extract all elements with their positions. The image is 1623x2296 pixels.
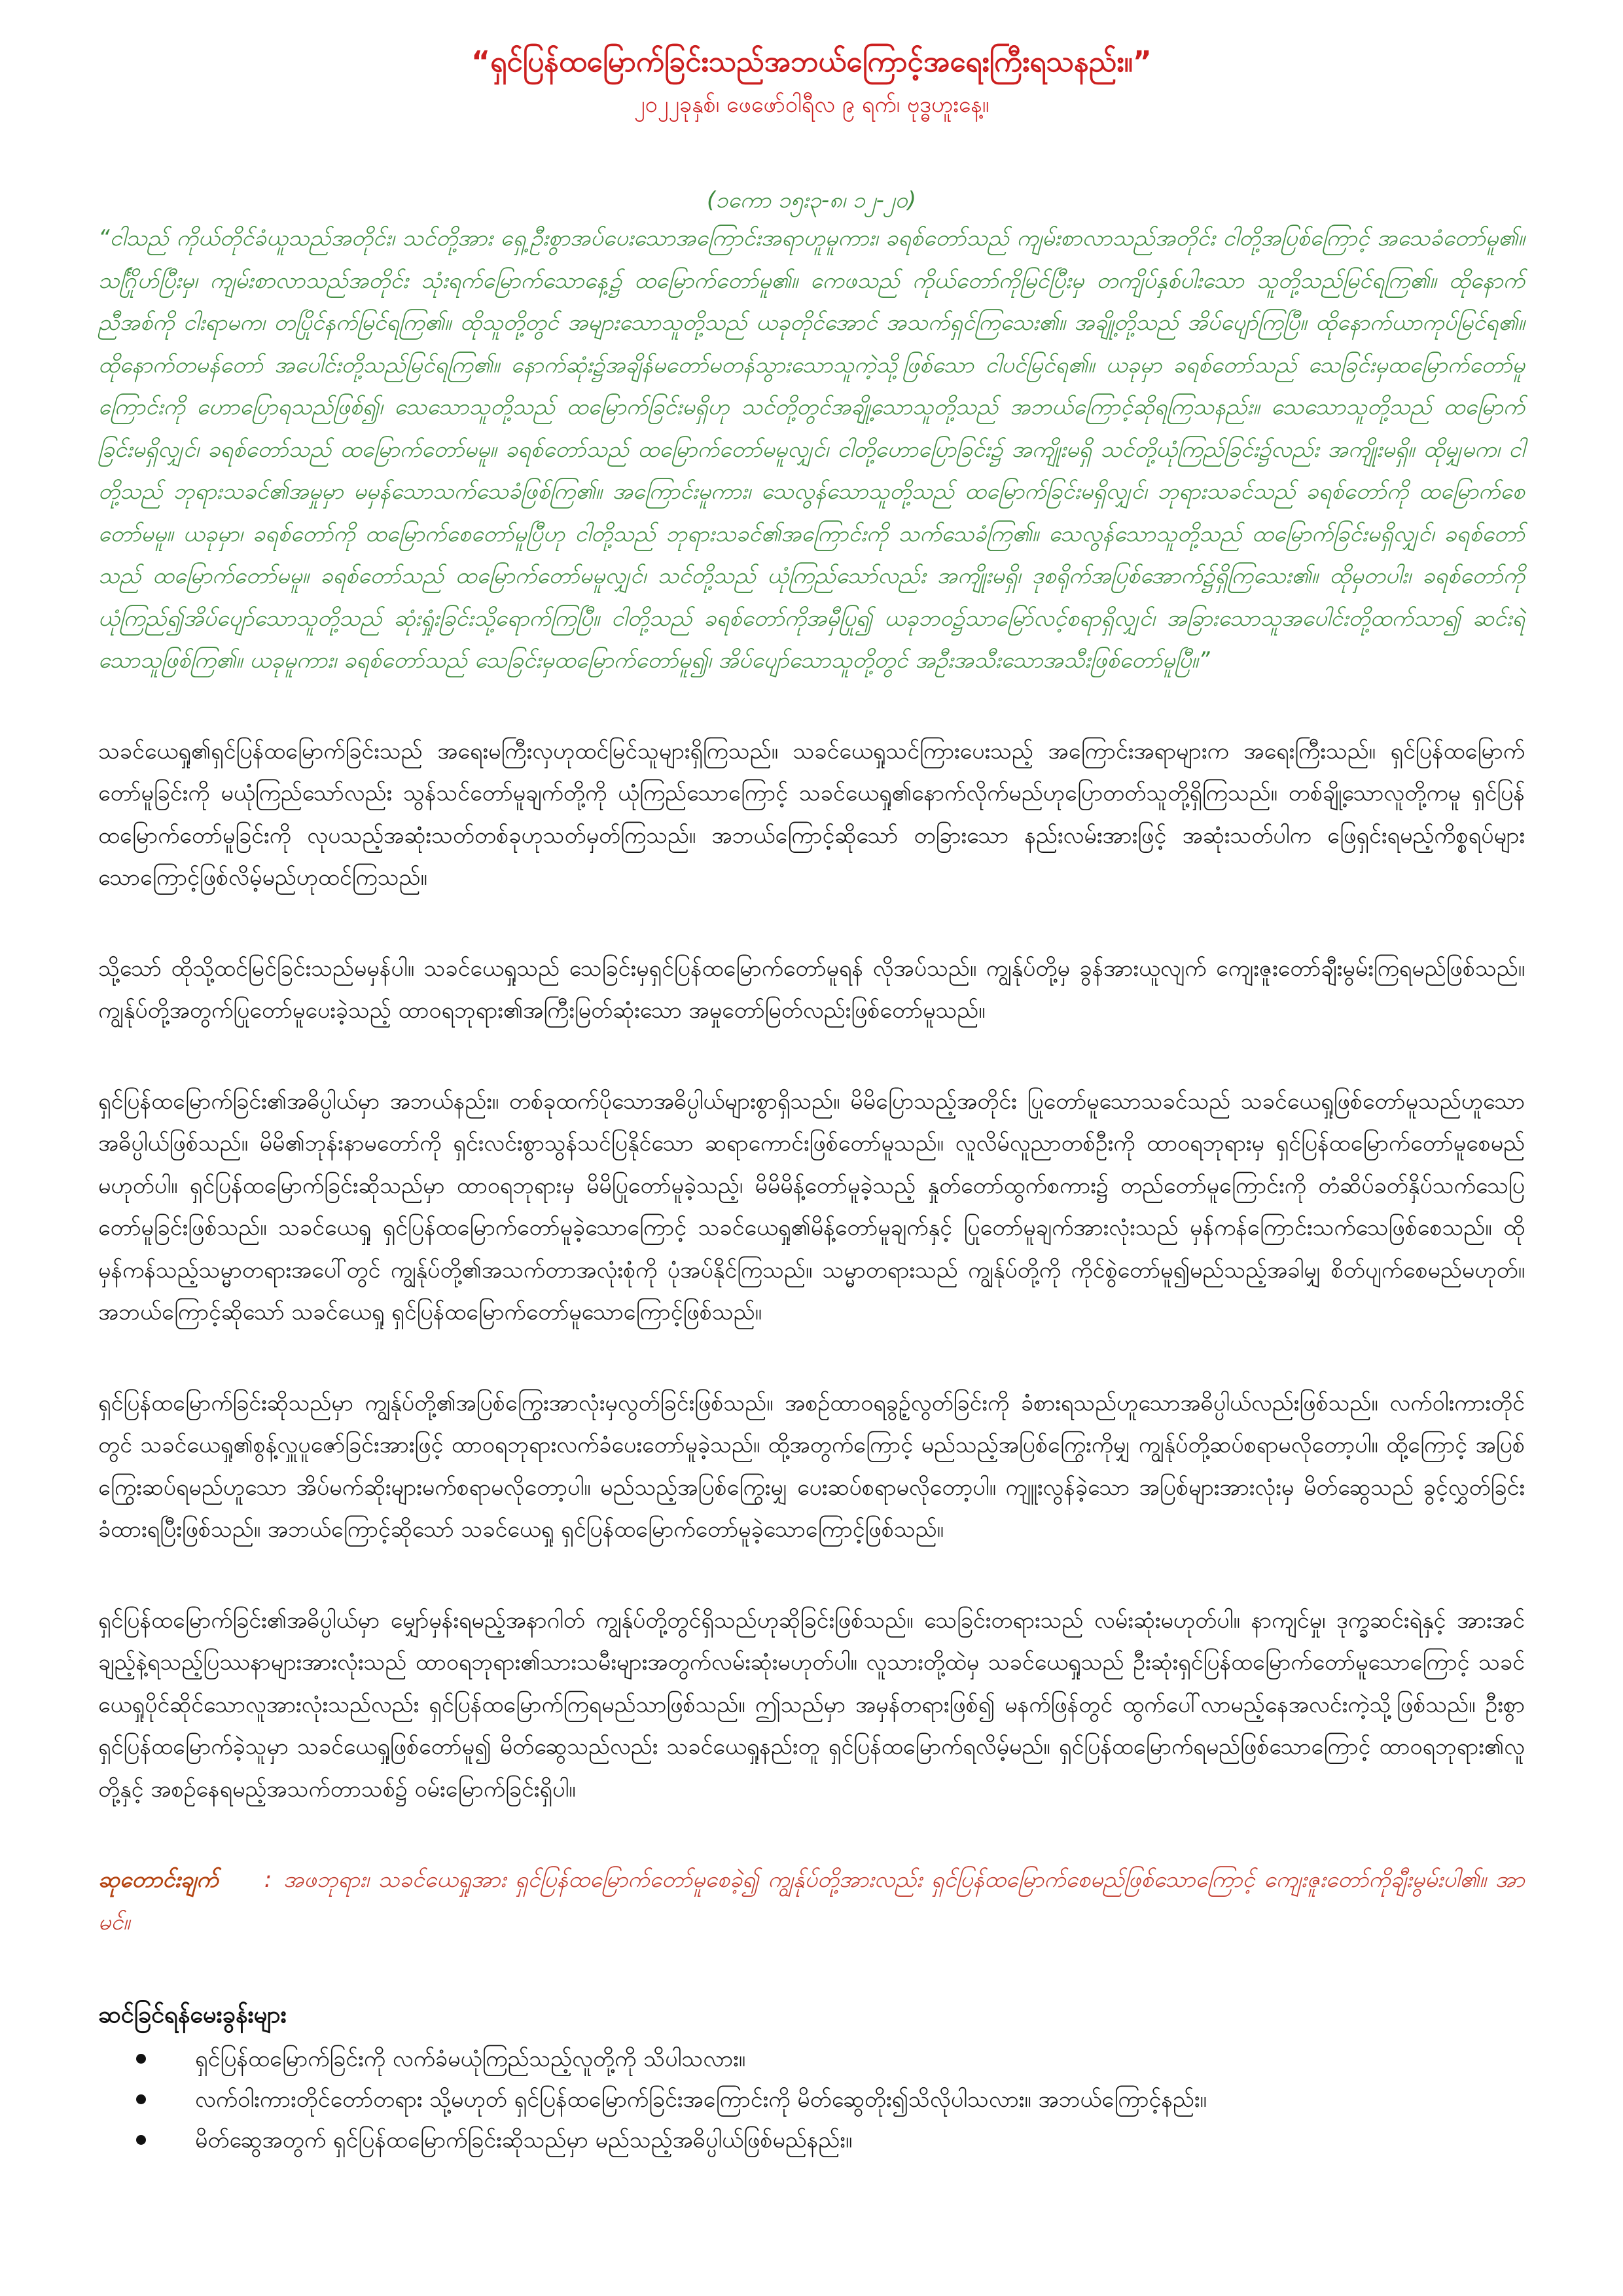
page-title: “ရှင်ပြန်ထမြောက်ခြင်းသည်အဘယ်ကြောင့်အရေးကြီးရသနည်း။” xyxy=(471,45,1152,79)
body-paragraph-4: ရှင်ပြန်ထမြောက်ခြင်းဆိုသည်မှာ ကျွန်ုပ်တို့၏အပြစ်ကြွေးအာလုံးမှလွတ်ခြင်းဖြစ်သည်။ အစဉ်ထာဝရခွဉ့်လွတ်ခြင်းကို ခံစားရသည်ဟူသောအဓိပ္ပါယ်လည်းဖြစ်သည်။ လက်ဝါးကားတိုင်တွင် သခင်ယေရှု၏စွန့်လှူပူဇော်ခြင်းအားဖြင့် ထာဝရဘုရားလက်ခံပေးတော်မူခဲ့သည်။ ထို့အတွက်ကြောင့် မည်သည့်အပြစ်ကြွေးကိုမျှ ကျွန်ုပ်တို့ဆပ်စရာမလိုတော့ပါ။ ထို့ကြောင့် အပြစ်ကြွေးဆပ်ရမည်ဟူသော အိပ်မက်ဆိုးများမက်စရာမလိုတော့ပါ။ မည်သည့်အပြစ်ကြွေးမျှ ပေးဆပ်စရာမလိုတော့ပါ။ ကျူးလွန်ခဲ့သော အပြစ်များအားလုံးမှ မိတ်ဆွေသည် ခွင့်လွှတ်ခြင်းခံထားရပြီးဖြစ်သည်။ အဘယ်ကြောင့်ဆိုသော် သခင်ယေရှု ရှင်ပြန်ထမြောက်တော်မူခဲ့သောကြောင့်ဖြစ်သည်။ xyxy=(98,1390,1525,1543)
question-item: မိတ်ဆွေအတွက် ရှင်ပြန်ထမြောက်ခြင်းဆိုသည်မှာ မည်သည့်အဓိပ္ပါယ်ဖြစ်မည်နည်း။ xyxy=(130,2120,1525,2161)
scripture-passage: “ငါသည် ကိုယ်တိုင်ခံယူသည်အတိုင်း၊ သင်တို့အား ရှေ့ဦးစွာအပ်ပေးသောအကြောင်းအရာဟူမူကား၊ ခရစ်တော်သည် ကျမ်းစာလာသည်အတိုင်း ငါတို့အပြစ်ကြောင့် အသေခံတော်မူ၏။ သင်္ဂြိုဟ်ပြီးမှ၊ ကျမ်းစာလာသည်အတိုင်း သုံးရက်မြောက်သောနေ့၌ ထမြောက်တော်မူ၏။ ကေဖသည် ကိုယ်တော်ကိုမြင်ပြီးမှ တကျိပ်နှစ်ပါးသော သူတို့သည်မြင်ရကြ၏။ ထိုနောက်ညီအစ်ကို ငါးရာမက၊ တပြိုင်နက်မြင်ရကြ၏။ ထိုသူတို့တွင် အများသောသူတို့သည် ယခုတိုင်အောင် အသက်ရှင်ကြသေး၏။ အချို့တို့သည် အိပ်ပျော်ကြပြီ။ ထိုနောက်ယာကုပ်မြင်ရ၏။ ထိုနောက်တမန်တော် အပေါင်းတို့သည်မြင်ရကြ၏။ နောက်ဆုံး၌အချိန်မတော်မတန်သွားသောသူကဲ့သို့ဖြစ်သော ငါပင်မြင်ရ၏။ ယခုမှာ ခရစ်တော်သည် သေခြင်းမှထမြောက်တော်မူကြောင်းကို ဟောပြောရသည်ဖြစ်၍၊ သေသောသူတို့သည် ထမြောက်ခြင်းမရှိဟု သင်တို့တွင်အချို့သောသူတို့သည် အဘယ်ကြောင့်ဆိုရကြသနည်း။ သေသောသူတို့သည် ထမြောက်ခြင်းမရှိလျှင်၊ ခရစ်တော်သည် ထမြောက်တော်မမူ။ ခရစ်တော်သည် ထမြောက်တော်မမူလျှင်၊ ငါတို့ဟောပြောခြင်း၌ အကျိုးမရှိ သင်တို့ယုံကြည်ခြင်း၌လည်း အကျိုးမရှိ။ ထိုမျှမက၊ ငါတို့သည် ဘုရားသခင်၏အမှုမှာ မမှန်သောသက်သေခံဖြစ်ကြ၏။ အကြောင်းမူကား၊ သေလွန်သောသူတို့သည် ထမြောက်ခြင်းမရှိလျှင်၊ ဘုရားသခင်သည် ခရစ်တော်ကို ထမြောက်စေတော်မမူ။ ယခုမှာ၊ ခရစ်တော်ကို ထမြောက်စေတော်မူပြီဟု ငါတို့သည် ဘုရားသခင်၏အကြောင်းကို သက်သေခံကြ၏။ သေလွန်သောသူတို့သည် ထမြောက်ခြင်းမရှိလျှင်၊ ခရစ်တော်သည် ထမြောက်တော်မမူ။ ခရစ်တော်သည် ထမြောက်တော်မမူလျှင်၊ သင်တို့သည် ယုံကြည်သော်လည်း အကျိုးမရှိ၊ ဒုစရိုက်အပြစ်အောက်၌ရှိကြသေး၏။ ထိုမှတပါး၊ ခရစ်တော်ကို ယုံကြည်၍အိပ်ပျော်သောသူတို့သည် ဆုံးရှုံးခြင်းသို့ရောက်ကြပြီ။ ငါတို့သည် ခရစ်တော်ကိုအမှီပြု၍ ယခုဘဝ၌သာမြော်လင့်စရာရှိလျှင်၊ အခြားသောသူအပေါင်းတို့ထက်သာ၍ ဆင်းရဲသောသူဖြစ်ကြ၏။ ယခုမူကား၊ ခရစ်တော်သည် သေခြင်းမှထမြောက်တော်မူ၍၊ အိပ်ပျော်သောသူတို့တွင် အဦးအသီးသောအသီးဖြစ်တော်မူပြီ။” xyxy=(98,225,1525,673)
body-paragraph-2: သို့သော် ထိုသို့ထင်မြင်ခြင်းသည်မမှန်ပါ။ သခင်ယေရှုသည် သေခြင်းမှရှင်ပြန်ထမြောက်တော်မူရန် လိုအပ်သည်။ ကျွန်ုပ်တို့မှ ခွန်အားယူလျက် ကျေးဇူးတော်ချီးမွမ်းကြရမည်ဖြစ်သည်။ ကျွန်ုပ်တို့အတွက်ပြုတော်မူပေးခဲ့သည့် ထာဝရဘုရား၏အကြီးမြတ်ဆုံးသော အမှုတော်မြတ်လည်းဖြစ်တော်မူသည်။ xyxy=(98,955,1525,1024)
prayer-label: ဆုတောင်းချက် xyxy=(98,1867,219,1893)
body-paragraph-5: ရှင်ပြန်ထမြောက်ခြင်း၏အဓိပ္ပါယ်မှာ မျှော်မှန်းရမည့်အနာဂါတ် ကျွန်ုပ်တို့တွင်ရှိသည်ဟုဆိုခြင်းဖြစ်သည်။ သေခြင်းတရားသည် လမ်းဆုံးမဟုတ်ပါ။ နာကျင်မှု၊ ဒုက္ခဆင်းရဲနှင့် အားအင်ချည့်နဲ့ရသည့်ပြဿနာများအားလုံးသည် ထာဝရဘုရား၏သားသမီးများအတွက်လမ်းဆုံးမဟုတ်ပါ။ လူသားတို့ထဲမှ သခင်ယေရှုသည် ဦးဆုံးရှင်ပြန်ထမြောက်တော်မူသောကြောင့် သခင်ယေရှုပိုင်ဆိုင်သောလူအားလုံးသည်လည်း ရှင်ပြန်ထမြောက်ကြရမည်သာဖြစ်သည်။ ဤသည်မှာ အမှန်တရားဖြစ်၍ မနက်ဖြန်တွင် ထွက်ပေါ်လာမည့်နေအလင်းကဲ့သို့ဖြစ်သည်။ ဦးစွာရှင်ပြန်ထမြောက်ခဲ့သူမှာ သခင်ယေရှုဖြစ်တော်မူ၍ မိတ်ဆွေသည်လည်း သခင်ယေရှုနည်းတူ ရှင်ပြန်ထမြောက်ရလိမ့်မည်။ ရှင်ပြန်ထမြောက်ရမည်ဖြစ်သောကြောင့် ထာဝရဘုရား၏လူတို့နှင့် အစဉ်နေရမည့်အသက်တာသစ်၌ ဝမ်းမြောက်ခြင်းရှိပါ။ xyxy=(98,1607,1525,1803)
questions-heading: ဆင်ခြင်ရန်မေးခွန်းများ xyxy=(98,2001,287,2028)
devotional-page xyxy=(98,39,1525,2161)
scripture-reference: (၁ကော ၁၅း၃-၈၊ ၁၂-၂၀) xyxy=(707,187,916,213)
question-item: လက်ဝါးကားတိုင်တော်တရား သို့မဟုတ် ရှင်ပြန်ထမြောက်ခြင်းအကြောင်းကို မိတ်ဆွေတိုး၍သိလိုပါသလား။ အဘယ်ကြောင့်နည်း။ xyxy=(130,2079,1525,2120)
dateline: ၂၀၂၂ခုနှစ်၊ ဖေဖော်ဝါရီလ ၉ ရက်၊ ဗုဒ္ဓဟူးနေ့။ xyxy=(633,92,990,118)
question-item: ရှင်ပြန်ထမြောက်ခြင်းကို လက်ခံမယုံကြည်သည့်လူတို့ကို သိပါသလား။ xyxy=(130,2039,1525,2079)
prayer-text: အဖဘုရား၊ သခင်ယေရှုအား ရှင်ပြန်ထမြောက်တော်မူစေခဲ့၍ ကျွန်ုပ်တို့အားလည်း ရှင်ပြန်ထမြောက်စေမည်ဖြစ်သောကြောင့် ကျေးဇူးတော်ကိုချီးမွမ်းပါ၏။ အာမင်။ xyxy=(98,1867,1525,1935)
questions-list xyxy=(98,2039,1525,2161)
body-paragraph-3: ရှင်ပြန်ထမြောက်ခြင်း၏အဓိပ္ပါယ်မှာ အဘယ်နည်း။ တစ်ခုထက်ပိုသောအဓိပ္ပါယ်များစွာရှိသည်။ မိမိပြောသည့်အတိုင်း ပြုတော်မူသောသခင်သည် သခင်ယေရှုဖြစ်တော်မူသည်ဟူသောအဓိပ္ပါယ်ဖြစ်သည်။ မိမိ၏ဘုန်းနာမတော်ကို ရှင်းလင်းစွာသွန်သင်ပြနိုင်သော ဆရာကောင်းဖြစ်တော်မူသည်။ လူလိမ်လူညာတစ်ဦးကို ထာဝရဘုရားမှ ရှင်ပြန်ထမြောက်တော်မူစေမည်မဟုတ်ပါ။ ရှင်ပြန်ထမြောက်ခြင်းဆိုသည်မှာ ထာဝရဘုရားမှ မိမိပြုတော်မူခဲ့သည့်၊ မိမိမိန့်တော်မူခဲ့သည့် နှုတ်တော်ထွက်စကား၌ တည်တော်မူကြောင်းကို တံဆိပ်ခတ်နှိပ်သက်သေပြတော်မူခြင်းဖြစ်သည်။ သခင်ယေရှု ရှင်ပြန်ထမြောက်တော်မူခဲ့သောကြောင့် သခင်ယေရှု၏မိန့်တော်မူချက်နှင့် ပြုတော်မူချက်အားလုံးသည် မှန်ကန်ကြောင်းသက်သေဖြစ်စေသည်။ ထိုမှန်ကန်သည့်သမ္မာတရားအပေါ်တွင် ကျွန်ုပ်တို့၏အသက်တာအလုံးစုံကို ပုံအပ်နိုင်ကြသည်။ သမ္မာတရားသည် ကျွန်ုပ်တို့ကို ကိုင်စွဲတော်မူ၍မည်သည့်အခါမျှ စိတ်ပျက်စေမည်မဟုတ်။ အဘယ်ကြောင့်ဆိုသော် သခင်ယေရှု ရှင်ပြန်ထမြောက်တော်မူသောကြောင့်ဖြစ်သည်။ xyxy=(98,1088,1525,1325)
prayer-block xyxy=(98,1859,1525,1943)
prayer-colon: : xyxy=(264,1867,272,1893)
body-paragraph-1: သခင်ယေရှု၏ရှင်ပြန်ထမြောက်ခြင်းသည် အရေးမကြီးလှဟုထင်မြင်သူများရှိကြသည်။ သခင်ယေရှုသင်ကြားပေးသည့် အကြောင်းအရာများက အရေးကြီးသည်။ ရှင်ပြန်ထမြောက်တော်မူခြင်းကို မယုံကြည်သော်လည်း သွန်သင်တော်မူချက်တို့ကို ယုံကြည်သောကြောင့် သခင်ယေရှု၏နောက်လိုက်မည်ဟုပြောတတ်သူတို့ရှိကြသည်။ တစ်ချို့သောလူတို့ကမူ ရှင်ပြန်ထမြောက်တော်မူခြင်းကို လုပသည့်အဆုံးသတ်တစ်ခုဟုသတ်မှတ်ကြသည်။ အဘယ်ကြောင့်ဆိုသော် တခြားသော နည်းလမ်းအားဖြင့် အဆုံးသတ်ပါက ဖြေရှင်းရမည့်ကိစ္စရပ်များသောကြောင့်ဖြစ်လိမ့်မည်ဟုထင်ကြသည်။ xyxy=(98,738,1525,891)
